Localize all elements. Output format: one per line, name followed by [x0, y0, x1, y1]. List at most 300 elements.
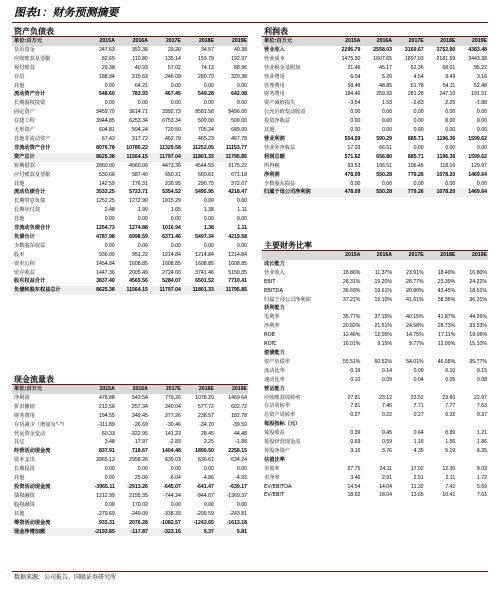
cell-value: 0.00	[445, 180, 456, 187]
cell-value: 3837.40	[96, 278, 115, 285]
table-row	[262, 82, 488, 91]
cell-value	[393, 385, 425, 394]
table-row	[12, 153, 248, 162]
cell-value: 33.53%	[469, 323, 487, 330]
cell-value: 7.46	[381, 403, 393, 410]
cell-value: 4219.58	[228, 233, 247, 240]
cell-value: 8625.38	[83, 286, 116, 295]
cell-value: 52.36	[410, 64, 424, 71]
cell-value: 20.90%	[406, 287, 424, 294]
cell-value: -2.83	[169, 439, 181, 446]
cell-value: 194.55	[98, 412, 115, 419]
table-row	[12, 456, 248, 465]
cell-value: 0.00	[476, 127, 487, 134]
cell-value: -639.17	[229, 483, 247, 490]
cell-value: 1.38	[203, 225, 214, 232]
cell-value: 1608.85	[129, 260, 148, 267]
cell-value: 9.19%	[377, 341, 393, 348]
cell-value: 1078.20	[425, 188, 457, 197]
table-row	[12, 215, 248, 224]
cell-value: 1.11	[237, 225, 247, 232]
cell-value: 240.04	[165, 403, 181, 410]
cell-value: 5.69	[476, 483, 487, 490]
table-row	[12, 73, 248, 82]
cell-value: 2958.26	[129, 457, 148, 464]
table-row	[262, 90, 488, 99]
cell-value: 54.11	[442, 82, 456, 89]
table-row	[262, 260, 488, 269]
cell-value: 1404.48	[162, 448, 181, 455]
table-row	[262, 331, 488, 340]
row-label: ROE	[264, 332, 275, 339]
cell-value: 1196.36	[436, 153, 456, 160]
cell-value: 5150.35	[228, 269, 247, 276]
cell-value: 247.63	[98, 46, 115, 53]
cell-value: 1214.84	[195, 251, 214, 258]
cell-value: 0.89	[445, 430, 456, 437]
table-row	[12, 260, 248, 269]
cell-value: 1212.99	[96, 492, 115, 499]
cell-value: 4787.98	[96, 233, 115, 240]
cell-value: -279.69	[97, 510, 115, 517]
financial-table	[262, 37, 488, 197]
table-row	[12, 135, 248, 144]
table-header-row	[262, 251, 488, 260]
cell-value: -243.81	[229, 510, 247, 517]
cell-value: -338.33	[163, 510, 181, 517]
cell-value: 0.00	[137, 242, 148, 249]
cell-value: 1016.94	[162, 225, 181, 232]
cell-value: 1196.36	[436, 135, 456, 142]
cell-value: 23.39%	[437, 278, 456, 285]
row-label: 应收账款周转率	[264, 394, 301, 401]
cell-value: 88.96	[234, 64, 247, 71]
table-row	[262, 171, 488, 180]
cell-value: 281.28	[407, 91, 424, 98]
cell-value: 141.23	[165, 430, 181, 437]
row-label: 应收账款及票据	[14, 55, 51, 62]
cell-value: -1.88	[475, 100, 487, 107]
table-row	[262, 349, 488, 358]
cell-value: 23.12	[379, 394, 393, 401]
cell-value: 639.03	[165, 457, 181, 464]
cell-value	[425, 385, 457, 394]
cell-value: 11.37%	[374, 269, 393, 276]
cell-value: 951.22	[131, 251, 148, 258]
year-header: 2017E	[149, 37, 182, 46]
cell-value: 12.30	[442, 465, 456, 472]
table-row	[12, 197, 248, 206]
cell-value: 8625.38	[83, 153, 116, 162]
cell-value: 650.21	[165, 171, 181, 178]
row-label: 财务费用	[14, 412, 35, 419]
section-title: 现金流量表	[12, 374, 248, 385]
table-row	[12, 188, 248, 197]
row-label: 长期带息负债	[14, 198, 46, 205]
section-title: 主要财务比率	[262, 240, 488, 251]
cell-value: 1890.50	[195, 448, 214, 455]
table-row	[262, 117, 488, 126]
cell-value	[393, 260, 425, 269]
cell-value	[425, 349, 457, 358]
year-header: 2017E	[149, 385, 182, 394]
cell-value: 0.00	[104, 216, 115, 223]
cell-value: 779.26	[165, 394, 181, 401]
cell-value: 0.00	[445, 144, 456, 151]
cell-value: 106.51	[376, 162, 393, 169]
table-row	[262, 108, 488, 117]
cell-value: 1254.73	[96, 225, 115, 232]
cell-value: 40.93	[134, 64, 148, 71]
table-row	[262, 144, 488, 153]
cell-value: 11564.15	[116, 153, 149, 162]
cell-value: -3.54	[348, 100, 361, 107]
table-row	[12, 528, 248, 537]
cell-value: 191.51	[471, 91, 487, 98]
cell-value	[393, 349, 425, 358]
cell-value: 15.10%	[374, 296, 393, 303]
cell-value: 27.75	[347, 465, 361, 472]
cell-value: 550.28	[376, 171, 393, 178]
cell-value: 1608.85	[195, 260, 214, 267]
cell-value: 0.00	[381, 127, 393, 134]
cell-value: -3965.11	[94, 483, 115, 490]
cell-value: 182.78	[231, 412, 247, 419]
cell-value	[456, 385, 488, 394]
cell-value: 1.53	[381, 100, 393, 107]
table-row	[12, 403, 248, 412]
unit-header: 单位:百万元	[12, 385, 83, 394]
cell-value: -323.16	[149, 528, 182, 537]
cell-value	[393, 456, 425, 465]
data-source-note: 数据来源：公司报告、国联证券研究所	[12, 571, 488, 583]
cell-value: 259.33	[376, 91, 393, 98]
table-row	[12, 108, 248, 117]
cell-value: 247.10	[439, 91, 456, 98]
table-row	[12, 251, 248, 260]
cell-value: -2193.85	[83, 528, 116, 537]
cell-value: -944.07	[196, 492, 214, 499]
row-label: 非流动负债合计	[14, 225, 51, 232]
cell-value: 35.77%	[342, 314, 361, 321]
table-row	[12, 82, 248, 91]
cell-value: 885.71	[407, 153, 424, 160]
table-row	[262, 73, 488, 82]
row-label: 归属于母公司净利润	[264, 296, 311, 303]
cell-value: 549.28	[198, 91, 214, 98]
unit-header: 单位:百万元	[262, 37, 330, 46]
table-row	[12, 277, 248, 286]
cell-value: 0.00	[203, 501, 214, 508]
row-label: 获利能力	[264, 305, 285, 312]
page-title: 图表1：财务预测摘要	[12, 5, 488, 23]
cell-value: 19.61%	[374, 287, 393, 294]
row-label: 存货周转率	[264, 403, 290, 410]
cell-value: 837.91	[98, 448, 115, 455]
year-header: 2016A	[116, 385, 149, 394]
year-header: 2019E	[456, 37, 488, 46]
table-row	[12, 117, 248, 126]
cell-value: 0.00	[350, 109, 361, 116]
cell-value: 3.46	[350, 474, 361, 481]
cell-value: 5.37	[182, 528, 215, 537]
cell-value: 290.75	[198, 180, 214, 187]
cell-value: 18.51%	[469, 287, 487, 294]
cell-value: 23.91%	[406, 269, 424, 276]
cell-value: 6.04	[350, 73, 361, 80]
cell-value: 28.77%	[406, 278, 424, 285]
row-label: 其他	[14, 180, 25, 187]
row-label: 所得税	[264, 162, 280, 169]
table-row	[12, 162, 248, 171]
cell-value	[425, 260, 457, 269]
row-label: 固定资产	[14, 109, 35, 116]
row-label: 利润总额	[264, 153, 285, 160]
cell-value: 0.00	[203, 466, 214, 473]
table-row	[12, 126, 248, 135]
table-row	[262, 188, 488, 197]
cell-value: -322.95	[130, 430, 148, 437]
cell-value: -641.47	[196, 483, 214, 490]
cell-value: 10.41	[442, 492, 456, 499]
cell-value: -111.89	[98, 421, 115, 428]
cell-value: 0.00	[350, 118, 361, 125]
cell-value: 12.46%	[342, 332, 361, 339]
cell-value	[361, 260, 393, 269]
row-label: 其他	[264, 127, 275, 134]
cell-value: -39.59	[232, 421, 247, 428]
cell-value: 0.05	[445, 376, 456, 383]
row-label: 资产负债率	[264, 358, 290, 365]
cell-value: 6753.34	[162, 118, 181, 125]
table-row	[12, 501, 248, 510]
financial-table	[12, 37, 248, 295]
cell-value: 3459.70	[96, 109, 115, 116]
cell-value: 4.35	[413, 447, 424, 454]
cell-value: 671.18	[231, 171, 247, 178]
cell-value: 52.48	[474, 82, 487, 89]
table-header-row	[262, 37, 488, 46]
section-title: 资产负债表	[12, 26, 248, 37]
cell-value: 230.95	[165, 180, 181, 187]
cell-value: 885.71	[407, 135, 424, 142]
cell-value: 0.00	[236, 100, 247, 107]
cell-value: 467.78	[231, 135, 247, 142]
cell-value: 0.04	[413, 376, 424, 383]
cell-value: 1214.84	[228, 251, 247, 258]
cell-value: 95.22	[474, 64, 487, 71]
cell-value: 1447.36	[96, 269, 115, 276]
row-label: 留存收益	[14, 269, 35, 276]
cell-value: 352.36	[131, 46, 148, 53]
cell-value: 1.21	[476, 430, 487, 437]
cell-value: 478.09	[330, 188, 362, 197]
cell-value: 0.00	[476, 144, 487, 151]
cell-value	[393, 304, 425, 313]
year-header: 2019E	[215, 385, 248, 394]
cell-value: 68.01	[442, 64, 456, 71]
cell-value: 3614.71	[129, 109, 148, 116]
cell-value: 3741.46	[195, 269, 214, 276]
row-label: 债权融资	[14, 492, 35, 499]
cell-value: 1608.85	[162, 260, 181, 267]
cell-value: 277.26	[165, 412, 181, 419]
cell-value: 7710.41	[228, 278, 247, 285]
cell-value: 28.73%	[437, 323, 456, 330]
cell-value: 20.82%	[342, 323, 361, 330]
cell-value: 41.61%	[406, 296, 424, 303]
cell-value: 40.38	[234, 46, 247, 53]
table-row	[262, 153, 488, 162]
row-label: 资本公积	[14, 260, 35, 267]
table-row	[12, 55, 248, 64]
row-label: 每股收益	[264, 430, 285, 437]
cell-value: 3175.22	[228, 162, 247, 169]
cell-value: 1599.62	[468, 135, 487, 142]
cell-value: 2.25	[445, 100, 456, 107]
cell-value: 0.45	[381, 430, 393, 437]
cell-value: 0.00	[203, 82, 214, 89]
cell-value: 19.20%	[374, 278, 393, 285]
table-row	[12, 171, 248, 180]
table-row	[262, 55, 488, 64]
cell-value: -2913.26	[127, 483, 148, 490]
cell-value: 0.59	[381, 439, 393, 446]
cell-value: 11564.15	[116, 286, 149, 295]
cell-value: 1274.88	[129, 225, 148, 232]
cell-value: 0.00	[236, 82, 247, 89]
cell-value: 1.38	[203, 207, 214, 214]
table-row	[262, 162, 488, 171]
cell-value: 3.48	[104, 439, 115, 446]
cell-value: 18.86%	[342, 269, 361, 276]
cell-value: 2.48	[104, 207, 115, 214]
year-header: 2018E	[182, 37, 215, 46]
year-header: 2017E	[393, 251, 425, 260]
cell-value	[330, 349, 362, 358]
table-row	[12, 438, 248, 447]
cell-value: -249.09	[130, 510, 148, 517]
table-row	[262, 135, 488, 144]
cell-value: 11329.58	[159, 144, 181, 151]
cell-value: 0.00	[104, 82, 115, 89]
cell-value: 1078.20	[436, 171, 456, 178]
table-row	[262, 340, 488, 349]
cell-value: 215.63	[131, 73, 148, 80]
table-row	[12, 144, 248, 153]
cell-value: 478.88	[98, 394, 115, 401]
cell-value: 23.52	[410, 394, 424, 401]
cell-value: 246.09	[165, 73, 181, 80]
table-row	[12, 510, 248, 519]
table-row	[262, 491, 488, 500]
table-row	[12, 394, 248, 403]
cell-value: 0.00	[170, 466, 181, 473]
cell-value: 660.61	[198, 171, 214, 178]
row-label: 资产总计	[12, 153, 83, 162]
cell-value: 0.00	[445, 127, 456, 134]
table-row	[262, 296, 488, 305]
cell-value: 2155.35	[129, 492, 148, 499]
cell-value: 783.93	[131, 91, 148, 98]
cell-value: 45.17	[379, 64, 393, 71]
row-label: EBIT	[264, 278, 276, 285]
cell-value: 2.51	[413, 474, 424, 481]
cell-value: 11252.05	[192, 144, 214, 151]
cell-value: 3965.12	[96, 457, 115, 464]
cell-value: 0.00	[381, 109, 393, 116]
cell-value: 571.62	[344, 153, 361, 160]
cell-value: 5.19	[445, 447, 456, 454]
table-row	[12, 412, 248, 421]
cell-value: -117.87	[116, 528, 149, 537]
table-row	[262, 322, 488, 331]
row-label: 营业税金及附加	[264, 64, 301, 71]
table-row	[12, 269, 248, 278]
row-label: 公允价值变动收益	[264, 109, 306, 116]
cell-value: 467.45	[165, 91, 181, 98]
cell-value: 46.58%	[437, 358, 456, 365]
cell-value: 0.00	[203, 216, 214, 223]
row-label: 预付账款	[14, 64, 35, 71]
cell-value: 0.39	[350, 430, 361, 437]
cell-value: 0.00	[104, 475, 115, 482]
cell-value: 14.04	[379, 483, 393, 490]
cell-value: 0.00	[413, 118, 424, 125]
table-row	[262, 474, 488, 483]
row-label: 其他	[14, 82, 25, 89]
cell-value	[361, 456, 393, 465]
cell-value: 17.97	[134, 439, 148, 446]
table-row	[262, 180, 488, 189]
cell-value: 5284.07	[162, 278, 181, 285]
cell-value: 0.00	[476, 180, 487, 187]
table-row	[12, 286, 248, 295]
cell-value: 5495.95	[195, 189, 214, 196]
cell-value: 67.42	[101, 135, 115, 142]
cell-value: 0.00	[236, 466, 247, 473]
row-label: 总资产周转率	[264, 412, 296, 419]
table-row	[262, 99, 488, 108]
cell-value: 2724.00	[162, 269, 181, 276]
cell-value: 4960.00	[129, 162, 148, 169]
unit-header	[262, 251, 330, 260]
cell-value: 24.58%	[406, 323, 424, 330]
cell-value: 0.00	[203, 198, 214, 205]
cell-value: 188.94	[98, 73, 115, 80]
row-label: 其他	[14, 475, 25, 482]
cell-value: 636.61	[198, 457, 214, 464]
cell-value: 1272.90	[129, 198, 148, 205]
cell-value: 6501.52	[195, 278, 214, 285]
cell-value: 28.45	[200, 430, 214, 437]
cell-value: 0.00	[476, 118, 487, 125]
cell-value: 5723.71	[129, 189, 148, 196]
cell-value: 4383.48	[468, 46, 487, 53]
cell-value: 18.04	[379, 492, 393, 499]
cell-value: 317.72	[131, 135, 148, 142]
cell-value	[393, 420, 425, 429]
cell-value: 93.53	[347, 162, 361, 169]
table-row	[12, 90, 248, 99]
cell-value: 4218.47	[228, 189, 247, 196]
cell-value: 0.00	[236, 501, 247, 508]
cell-value: 257.34	[131, 403, 148, 410]
cell-value: 0.27	[350, 412, 361, 419]
cell-value: 0.69	[350, 439, 361, 446]
section-title: 利润表	[262, 26, 488, 37]
cell-value: 135.14	[165, 55, 181, 62]
